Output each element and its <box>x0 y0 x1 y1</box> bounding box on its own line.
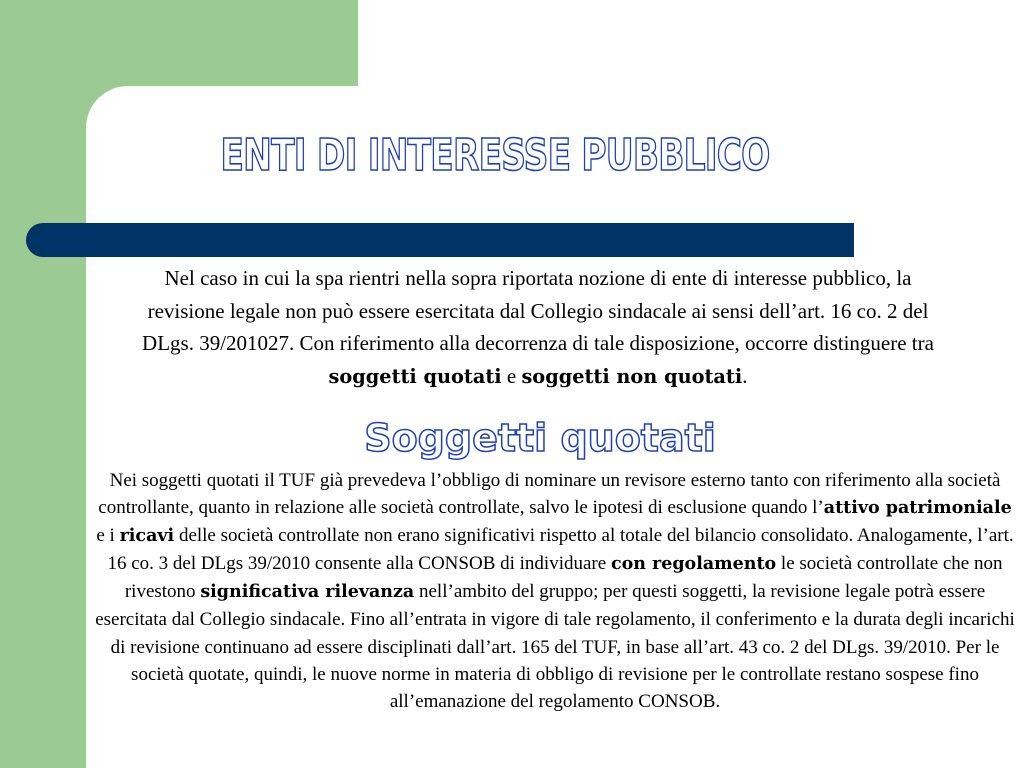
intro-text-3: . <box>742 363 748 388</box>
intro-bold-soggetti-non-quotati: soggetti non quotati <box>521 364 743 388</box>
body-text-5: nell’ambito del gruppo; per questi soggetti, la revisione legale potrà essere esercitata dal Collegio sindacale. Fino all’entrata in vigore di tale regolamento, il conferimento e la durata degli incarichi di revisione continuano ad essere disciplinati dall’art. 165 del TUF, in base all’art. 43 co. 2 del DLgs. 39/2010. Per le società quotate, quindi, le nuove norme in materia di obbligo di revisione per le controllate restano sospese fino all’emanazione del regolamento CONSOB. <box>95 581 1015 712</box>
body-bold-con-regolamento: con regolamento <box>610 554 777 575</box>
body-bold-significativa-rilevanza: significativa rilevanza <box>200 582 415 603</box>
body-text-1: Nei soggetti quotati il TUF già prevedeva l’obbligo di nominare un revisore esterno tanto con riferimento alla società controllante, quanto in relazione alle società controllate, salvo le ipotesi di esclusione quando l’ <box>98 470 1001 519</box>
body-bold-ricavi: ricavi <box>119 526 175 547</box>
body-bold-attivo-patrimoniale: attivo patrimoniale <box>823 498 1012 519</box>
body-text-4: le società controllate che non rivestono <box>124 553 1003 603</box>
body-paragraph <box>94 467 1016 715</box>
title-divider-bar <box>26 223 854 257</box>
intro-text-2: e <box>501 363 522 388</box>
intro-paragraph <box>128 262 948 393</box>
body-text-2: e i <box>96 525 120 547</box>
body-text-3: delle società controllate non erano significativi rispetto al totale del bilancio consolidato. Analogamente, l’art. 16 co. 3 del DLgs 39/2010 consente alla CONSOB di individuare <box>107 525 1014 575</box>
section-subtitle: Soggetti quotati <box>364 416 716 460</box>
intro-bold-soggetti-quotati: soggetti quotati <box>328 364 502 388</box>
intro-text-1: Nel caso in cui la spa rientri nella sopra riportata nozione di ente di interesse pubblico, la revisione legale non può essere esercitata dal Collegio sindacale ai sensi dell’art. 16 co. 2 del DLgs. 39/201027. Con riferimento alla decorrenza di tale disposizione, occorre distinguere tra <box>142 266 934 355</box>
slide-title: ENTI DI INTERESSE PUBBLICO <box>220 130 770 181</box>
